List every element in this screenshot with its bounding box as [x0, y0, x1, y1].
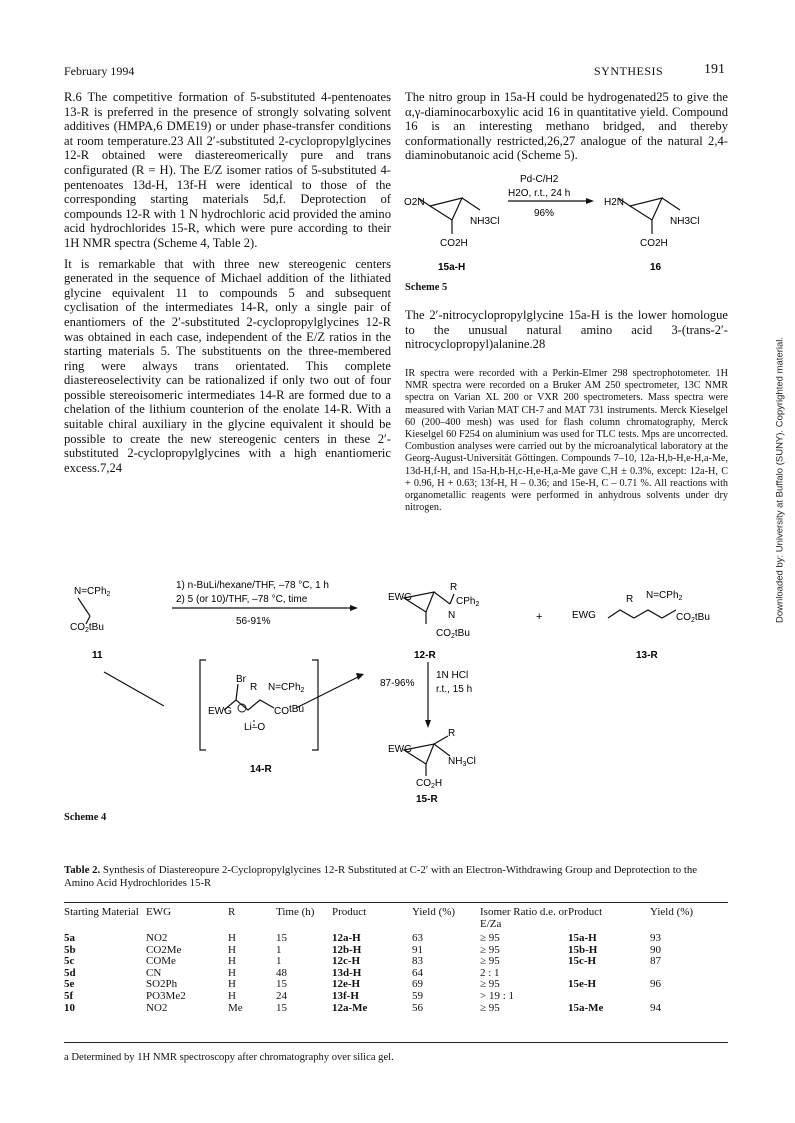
right-column-mid — [405, 308, 728, 358]
table-cell: 94 — [650, 1001, 661, 1014]
left-paragraph-2: It is remarkable that with three new stereogenic centers generated in the sequence of Michael addition of the lithiated glycine equivalent 11 to compounds 5 and subsequent cyclisation of the intermediates 14-R, only a single pair of enantiomers of the 2′-substituted 2-cyclopropylglycines 12-R was obtained in each case, independent of the E/Z ratios in the starting materials 5. The substituents on the three-membered ring were always trans orientated. This complete diastereoselectivity can be rationalized if only two out of four possible stereoisomeric intermediates 14-R are formed due to a chelation of the lithium counterion of the enolate 14-R. With a suitable chiral auxiliary in the glycine equivalent it should be possible to create the new stereogenic centers in these 2′-substituted 2-cyclopropylglycines with a high enantiomeric excess.7,24 — [64, 256, 391, 475]
table-cell: 83 — [412, 955, 423, 968]
arrowhead-12-to-15 — [425, 720, 431, 728]
table-cell: 1 — [276, 955, 282, 968]
r-label-14: R — [250, 682, 258, 693]
scheme5-arrowhead — [586, 198, 594, 204]
table-cell: 63 — [412, 932, 423, 944]
table2-footnote: a Determined by 1H NMR spectroscopy after chromatography over silica gel. — [64, 1052, 394, 1063]
ewg-label-14: EWG — [208, 706, 232, 717]
table-cell: ≥ 95 — [480, 978, 500, 991]
table-cell: 15a-Me — [568, 1001, 604, 1014]
table-row — [64, 933, 728, 945]
table-cell: 24 — [276, 989, 287, 1002]
label-13-R: 13-R — [636, 650, 658, 661]
table-cell: ≥ 95 — [480, 1001, 500, 1014]
table-cell: H — [228, 943, 236, 956]
table2-header-cell: Time (h) — [276, 906, 315, 918]
table-cell: NO2 — [146, 932, 168, 944]
table-cell: H — [228, 955, 236, 968]
co2tbu-label-11: $CO_2tBu$ — [70, 622, 104, 634]
table-cell: ≥ 95 — [480, 932, 500, 944]
page-number: 191 — [704, 62, 725, 77]
nh3cl-label-15: $NH_3Cl$ — [448, 756, 476, 768]
table-cell: NO2 — [146, 1001, 168, 1014]
table2-header-cell: Isomer Ratio d.e. or E/Za — [480, 906, 568, 930]
table-cell: 69 — [412, 978, 423, 991]
table-cell: 5d — [64, 966, 76, 979]
table-cell: ≥ 95 — [480, 943, 500, 956]
scheme-5-graphic — [400, 168, 735, 298]
table-cell: > 19 : 1 — [480, 989, 515, 1002]
scheme4-cond1: 1) n-BuLi/hexane/THF, –78 °C, 1 h — [176, 580, 329, 591]
table-cell: H — [228, 932, 236, 944]
table-cell: 5a — [64, 932, 75, 944]
table-cell: 15c-H — [568, 955, 597, 968]
table-cell: H — [228, 978, 236, 991]
r-label-13: R — [626, 594, 634, 605]
table-cell: 5f — [64, 989, 74, 1002]
table2-header-cell: Starting Material — [64, 906, 139, 918]
table2 — [64, 904, 728, 1014]
table-cell: 5b — [64, 943, 76, 956]
table2-body — [64, 933, 728, 1014]
table-cell: 13d-H — [332, 966, 362, 979]
scheme-4-graphic — [64, 580, 744, 805]
table-cell — [650, 968, 728, 980]
table-row — [64, 956, 728, 968]
co2tbu-label-13: $CO_2tBu$ — [676, 612, 710, 624]
scheme4-yield: 56-91% — [236, 616, 271, 627]
h2n-label: H2N — [604, 197, 625, 208]
table-cell: 15a-H — [568, 932, 597, 944]
table2-header-cell: EWG — [146, 906, 172, 918]
table-cell: 15e-H — [568, 978, 597, 991]
table2-caption-label: Table 2. — [64, 864, 101, 876]
r-label-15: R — [448, 728, 456, 739]
right-paragraph-2: The 2′-nitrocyclopropylglycine 15a-H is the lower homologue to the unusual natural amino acid 3-(trans-2′-nitrocyclopropyl)alanine.28 — [405, 308, 728, 352]
li-o-label-14: Li–O — [244, 722, 266, 733]
left-column — [64, 90, 391, 481]
table-cell: PO3Me2 — [146, 989, 186, 1002]
co2h-label-2: CO2H — [640, 238, 668, 249]
br-label-14: Br — [236, 674, 246, 685]
table-cell — [650, 991, 728, 1003]
experimental-section: IR spectra were recorded with a Perkin-Elmer 298 spectrophotometer. 1H NMR spectra were recorded on a Bruker AM 250 spectrometer, 13C NMR spectra on Varian XL 200 or VXR 200 spectrometers. Mass spectra were measured with Varian MAT CH-7 and MAT 731 instruments. Merck Kieselgel 60 (200–400 mesh) was used for flash column chromatography, Merck Kieselgel 60 F254 on aluminium was used for TLC tests. Mps are uncorrected. Combustion analyses were carried out by the microanalytical laboratory at the Georg-August-Universität Göttingen. Compounds 7–10, 12a-H,b-H,e-H,a-Me, 13d-H,f-H, and 15a-H,b-H,c-H,e-H,a-Me gave C,H ± 0.3%, except: 12a-H, C + 0.96, H + 0.63; 13f-H, H – 0.36; and 15e-H, C – 0.71 %. All reactions with organometallic reagents were performed in anhydrous solvents under dry nitrogen. — [405, 368, 728, 514]
table-cell: 12e-H — [332, 978, 361, 991]
scheme-5-label: Scheme 5 — [405, 282, 448, 293]
n-label-12: N — [448, 610, 456, 621]
co2h-label-1: CO2H — [440, 238, 468, 249]
table2-caption-text: Synthesis of Diastereopure 2-Cyclopropylglycines 12-R Substituted at C-2′ with an Electron-Withdrawing Group and Deprotection to the Amino Acid Hydrochlorides 15-R — [64, 864, 698, 889]
table-cell: 5c — [64, 955, 75, 968]
n-cph2-label-14: N=CPh$_2$ — [268, 682, 305, 694]
left-paragraph-1: R.6 The competitive formation of 5-substituted 4-pentenoates 13-R is preferred in the presence of strongly solvating solvent additives (HMPA,6 DME19) or under phase-transfer conditions at room temperature.23 All 2′-substituted 2-cyclopropylglycines 12-R obtained were diastereomerically pure and trans configurated (R = H). The E/Z isomer ratios of 5-substituted 4-pentenoates 13d-H, 13f-H were identical to those of the corresponding starting materials 5d,f. Deprotection of compounds 12-R with 1 N hydrochloric acid provided the amino acid hydrochlorides 15-R, which were pure according to their 1H NMR spectra (Scheme 4, Table 2). — [64, 90, 391, 250]
table-cell: 10 — [64, 1001, 75, 1014]
hcl-cond1: 1N HCl — [436, 670, 469, 681]
scheme5-reagent1: Pd-C/H2 — [520, 174, 559, 185]
arrow-11-to-14 — [104, 672, 164, 706]
table-cell: 1 — [276, 943, 282, 956]
cotbu-label-14: COtBu — [274, 704, 305, 717]
table2-header-cell: Yield (%) — [412, 906, 456, 918]
label-12-R: 12-R — [414, 650, 436, 661]
nh3cl-label-1: NH3Cl — [470, 216, 500, 227]
right-column-top — [405, 90, 728, 169]
running-header-date: February 1994 — [64, 64, 135, 78]
pentenoate-13-R — [608, 610, 676, 618]
scheme5-sm-label: 15a-H — [438, 262, 466, 273]
table-cell: 2 : 1 — [480, 966, 500, 979]
table-cell: 15b-H — [568, 943, 598, 956]
co2h-label-15: $CO_2H$ — [416, 778, 443, 790]
n-cph2-label-11: N=CPh$_2$ — [74, 586, 111, 598]
arrowhead-14-to-12 — [356, 673, 364, 680]
table-cell: 5e — [64, 978, 75, 991]
table-cell: 12c-H — [332, 955, 361, 968]
table-cell: Me — [228, 1001, 243, 1014]
label-14-R: 14-R — [250, 764, 272, 775]
scheme4-cond2: 2) 5 (or 10)/THF, –78 °C, time — [176, 594, 308, 605]
table-row — [64, 1003, 728, 1015]
table-cell: 12a-Me — [332, 1001, 368, 1014]
table-cell: 93 — [650, 932, 661, 944]
scheme4-arrowhead-main — [350, 605, 358, 611]
o2n-label: O2N — [404, 197, 425, 208]
scheme5-reagent2: H2O, r.t., 24 h — [508, 188, 571, 199]
scheme5-prod-label: 16 — [650, 262, 662, 273]
table-cell: 48 — [276, 966, 287, 979]
ewg-label-15: EWG — [388, 744, 412, 755]
table-cell: 15 — [276, 1001, 287, 1014]
amino-acid-15-R — [404, 736, 450, 776]
table-cell: H — [228, 966, 236, 979]
r-label-12: R — [450, 582, 458, 593]
hcl-cond2: r.t., 15 h — [436, 684, 473, 695]
table-cell: 15 — [276, 932, 287, 944]
table-cell: COMe — [146, 955, 176, 968]
table-cell: ≥ 95 — [480, 955, 500, 968]
table-cell: 96 — [650, 978, 661, 991]
table-cell: H — [228, 989, 236, 1002]
table-cell: 64 — [412, 966, 423, 979]
table-cell: 13f-H — [332, 989, 359, 1002]
table2-header-cell: Yield (%) — [650, 906, 694, 918]
table-cell: 90 — [650, 943, 661, 956]
scheme5-yield: 96% — [534, 208, 555, 219]
table-cell: SO2Ph — [146, 978, 178, 991]
table-cell: 12b-H — [332, 943, 362, 956]
table-cell: 91 — [412, 943, 423, 956]
nh3cl-label-2: NH3Cl — [670, 216, 700, 227]
table-cell: CN — [146, 966, 162, 979]
co2tbu-label-12: $CO_2tBu$ — [436, 628, 470, 640]
ewg-label-12: EWG — [388, 592, 412, 603]
table-cell: 59 — [412, 989, 423, 1002]
cph2-label-12: CPh$_2$ — [456, 596, 480, 608]
table-cell: 15 — [276, 978, 287, 991]
table-cell: 87 — [650, 955, 661, 968]
table2-header-cell: Product — [332, 906, 367, 918]
table-row — [64, 991, 728, 1003]
plus-sign: + — [536, 611, 543, 623]
table2-header-cell: R — [228, 906, 236, 918]
table2-header-row — [64, 904, 728, 933]
table2-top-rule — [64, 902, 728, 903]
right-paragraph-1: The nitro group in 15a-H could be hydrogenated25 to give the α,γ-diaminocarboxylic acid 16 in quantitative yield. Compound 16 is an interesting methano bridged, and thereby conformationally restricted,26,27 analogue of the natural 2,4-diaminobutanoic acid (Scheme 5). — [405, 90, 728, 163]
side-note: Downloaded by: University at Buffalo (SUNY). Copyrighted material. — [774, 336, 786, 624]
n-cph2-label-13: N=CPh$_2$ — [646, 590, 683, 602]
hcl-yield: 87-96% — [380, 678, 415, 689]
table2-header-cell: Product — [568, 906, 603, 918]
glycine-equivalent-11 — [78, 598, 90, 624]
arrow-14-to-12 — [296, 676, 360, 708]
table-cell: 56 — [412, 1001, 423, 1014]
label-11: 11 — [92, 650, 103, 661]
ewg-label-13: EWG — [572, 610, 596, 621]
table-cell — [568, 991, 650, 1003]
scheme-4-label: Scheme 4 — [64, 812, 107, 823]
label-15-R: 15-R — [416, 794, 438, 805]
table-cell: CO2Me — [146, 943, 182, 956]
table-cell: 12a-H — [332, 932, 361, 944]
table2-caption — [64, 864, 728, 889]
running-header-journal: SYNTHESIS — [594, 64, 664, 78]
table2-bottom-rule — [64, 1042, 728, 1043]
